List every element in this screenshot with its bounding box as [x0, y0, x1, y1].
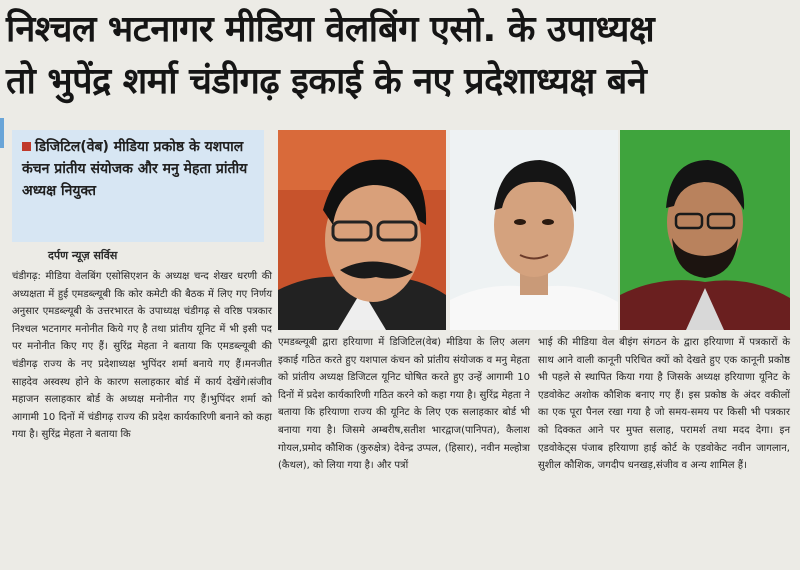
square-bullet-icon — [22, 142, 31, 151]
photo-portrait-2 — [450, 130, 618, 330]
body-column-3 — [538, 334, 790, 475]
body-paragraph: एमडब्ल्यूबी द्वारा हरियाणा में डिजिटिल(वेब) मीडिया के लिए अलग इकाई गठित करते हुए यशपाल कंचन को प्रांतीय संयोजक व मनु मेहता को प्रांतीय अध्यक्ष डिजिटल यूनिट घोषित करते हुए उन्हें आगामी 10 दिनों में प्रदेश कार्यकारिणी गठित करने को कहा गया है। सुरिंद्र मेहता ने बताया कि हरियाणा राज्य की यूनिट के लिए एक सलाहकार बोर्ड भी बनाया गया है। जिसमे अम्बरीष,सतीश भारद्वाज(पानिपत), कैलाश गोयल,प्रमोद कौशिक (कुरुक्षेत्र) देवेन्द्र उप्पल, (हिसार), नवीन मल्होत्रा (कैथल), को लिया गया है। और पत्रों — [278, 337, 530, 472]
photo-portrait-1 — [278, 130, 446, 330]
column-rule — [0, 118, 4, 148]
body-column-1 — [12, 268, 272, 444]
photo-portrait-3 — [620, 130, 790, 330]
headline-line-1: निश्चल भटनागर मीडिया वेलबिंग एसो. के उपाध्यक्ष — [6, 9, 655, 50]
body-paragraph: भाई की मीडिया वेल बीइंग संगठन के द्वारा हरियाणा में पत्रकारों के साथ आने वाली कानूनी परिचित क्यों को देखते हुए एक कानूनी प्रकोष्ठ भी पहले से स्थापित किया गया है जिसके अध्यक्ष हरियाणा यूनिट के एडवोकेट अशोक कौशिक बनाए गए हैं। इस प्रकोष्ठ के अंदर वकीलों का एक पूरा पैनल रखा गया है जो समय-समय पर किसी भी पत्रकार को दिक्कत आने पर मुफ्त सलाह, परामर्श तथा मदद देगा। इन एडवोकेट्स पंजाब हरियाणा हाई कोर्ट के एडवोकेट नवीन जागलान, सुशील कौशिक, जगदीप धनखड़,संजीव व अन्य शामिल हैं। — [538, 337, 790, 472]
byline: दर्पण न्यूज़ सर्विस — [48, 249, 118, 262]
headline-line-2: तो भुपेंद्र शर्मा चंडीगढ़ इकाई के नए प्रदेशाध्यक्ष बने — [6, 61, 647, 102]
body-paragraph: चंडीगढ़: मीडिया वेलबिंग एसोसिएशन के अध्यक्ष चन्द शेखर धरणी की अध्यक्षता में हुई एमडब्ल्यूबी कि कोर कमेटी की बैठक में लिए गए निर्णय अनुसार एमडब्ल्यूबी के उत्तरभारत के उपाध्यक्ष चंडीगढ़ से वरिष्ठ पत्रकार निश्चल भटनागर मनोनीत किये गए है तथा प्रांतीय यूनिट में भी इसी पद पर मनोनीत किए गए हैं। सुरिंद्र मेहता ने बताया कि एमडब्ल्यूबी की चंडीगढ़ राज्य के नए प्रदेशाध्यक्ष भुपिंदर शर्मा बनाये गए हैं।मनजीत साहदेव अस्वस्थ होने के कारण सलाहकार बोर्ड में कार्य देखेंगे।संजीव महाजन सलाहकार बोर्ड के अध्यक्ष मनोनीत गए हैं।भुपिंदर शर्मा को आगामी 10 दिनों में चंडीगढ़ राज्य की प्रदेश कार्यकारिणी बनाने को कहा गया है। सुरिंद्र मेहता ने बताया कि — [12, 271, 272, 441]
body-column-2 — [278, 334, 530, 475]
subhead-text: डिजिटिल(वेब) मीडिया प्रकोष्ठ के यशपाल कंचन प्रांतीय संयोजक और मनु मेहता प्रांतीय अध्यक्ष नियुक्त — [22, 139, 248, 199]
subhead-box — [12, 130, 264, 242]
headline — [6, 4, 794, 108]
